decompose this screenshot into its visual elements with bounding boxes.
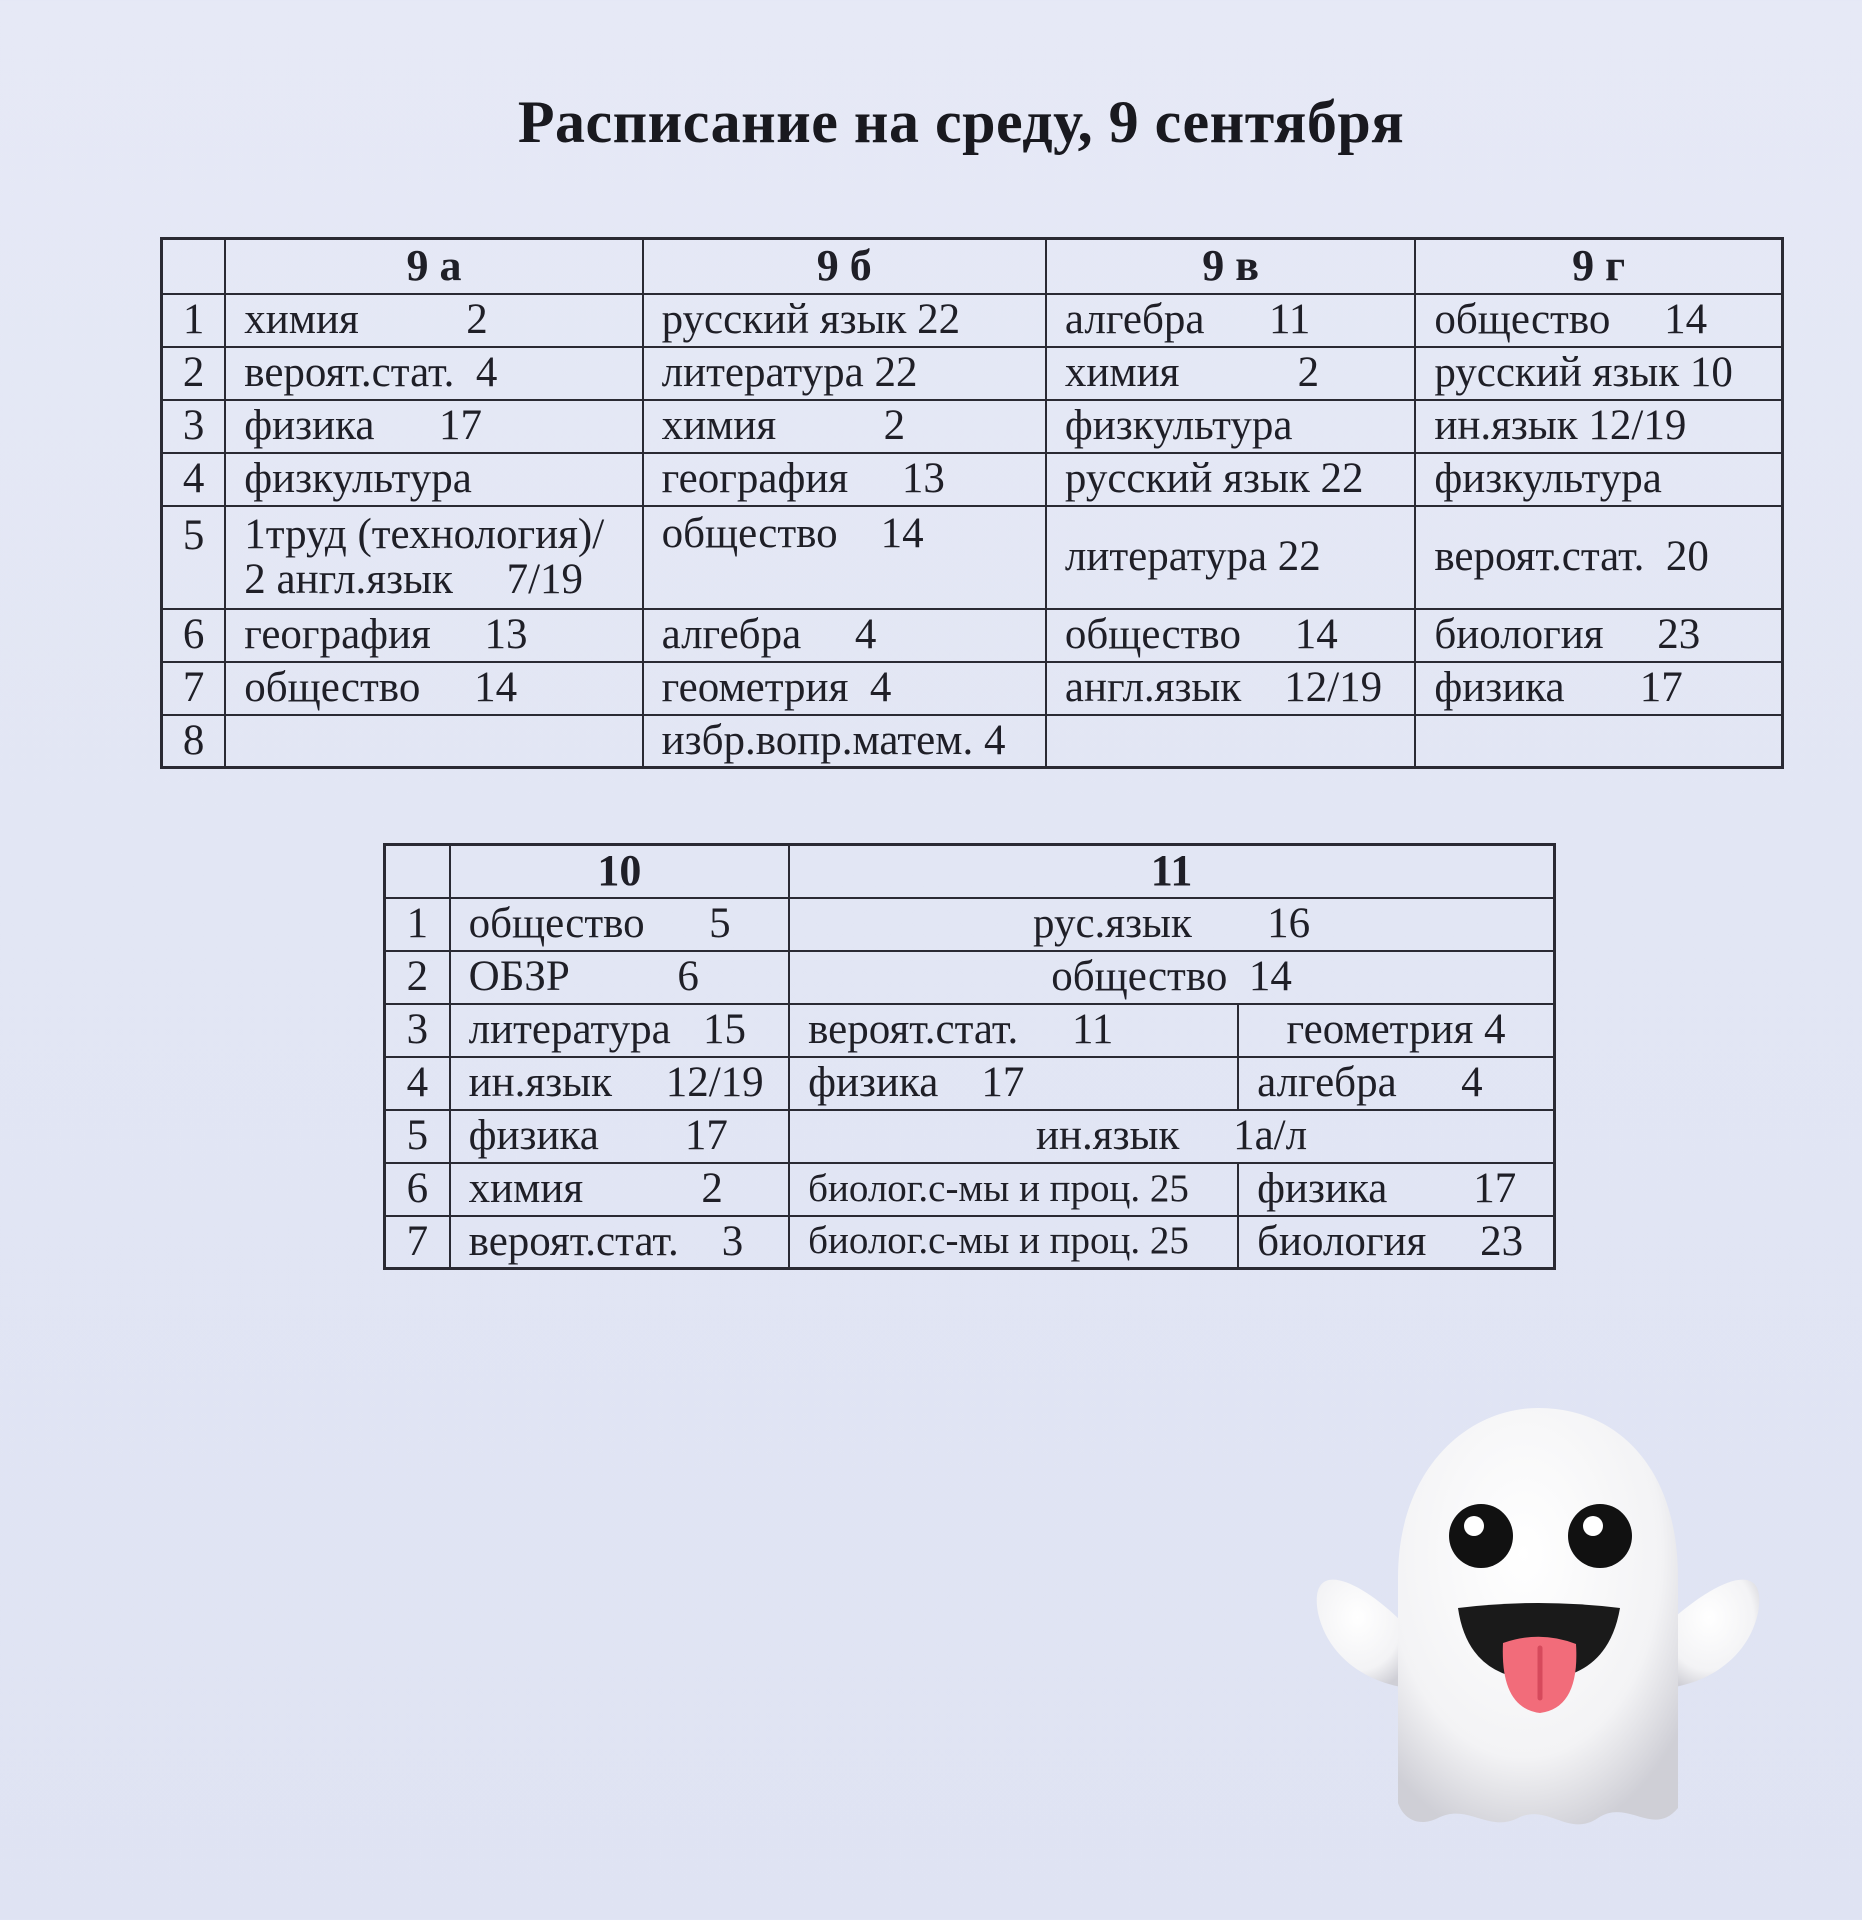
table-row [385, 1216, 1555, 1269]
table-header-row [162, 239, 1783, 294]
cell-9a: вероят.стат. 4 [225, 347, 642, 400]
cell-9v: физкультура [1046, 400, 1415, 453]
schedule-table-grade-9 [160, 237, 1784, 769]
lesson-number: 4 [385, 1057, 450, 1110]
lesson-number: 3 [385, 1004, 450, 1057]
table-row [162, 294, 1783, 347]
lesson-number: 3 [162, 400, 226, 453]
cell-9g: физкультура [1415, 453, 1782, 506]
cell-11-group-2: физика 17 [1238, 1163, 1554, 1216]
header-class-9g: 9 г [1415, 239, 1782, 294]
cell-10: ин.язык 12/19 [450, 1057, 789, 1110]
table-row [385, 1057, 1555, 1110]
cell-9b: русский язык 22 [643, 294, 1046, 347]
cell-10: вероят.стат. 3 [450, 1216, 789, 1269]
cell-9g: ин.язык 12/19 [1415, 400, 1782, 453]
cell-10: химия 2 [450, 1163, 789, 1216]
cell-9v: русский язык 22 [1046, 453, 1415, 506]
cell-10: физика 17 [450, 1110, 789, 1163]
header-corner [385, 845, 450, 898]
page-title: Расписание на среду, 9 сентября [517, 89, 1405, 155]
cell-9v: литература 22 [1046, 506, 1415, 609]
cell-9a: география 13 [225, 609, 642, 662]
lesson-number: 8 [162, 715, 226, 768]
cell-9v: алгебра 11 [1046, 294, 1415, 347]
lesson-number: 6 [385, 1163, 450, 1216]
cell-11: ин.язык 1а/л [789, 1110, 1554, 1163]
cell-9a [225, 715, 642, 768]
lesson-number: 2 [162, 347, 226, 400]
cell-9g: русский язык 10 [1415, 347, 1782, 400]
cell-9b: химия 2 [643, 400, 1046, 453]
table-row [385, 898, 1555, 951]
cell-9v [1046, 715, 1415, 768]
header-class-9b: 9 б [643, 239, 1046, 294]
header-class-10: 10 [450, 845, 789, 898]
cell-10: ОБЗР 6 [450, 951, 789, 1004]
header-class-9a: 9 а [225, 239, 642, 294]
cell-9b: общество 14 [643, 506, 1046, 609]
cell-11-group-1: биолог.с-мы и проц. 25 [789, 1216, 1238, 1269]
table-row [385, 1163, 1555, 1216]
cell-9b: алгебра 4 [643, 609, 1046, 662]
lesson-number: 1 [162, 294, 226, 347]
table-row [162, 609, 1783, 662]
ghost-tongue-icon [1308, 1408, 1768, 1838]
cell-9v: англ.язык 12/19 [1046, 662, 1415, 715]
cell-11: общество 14 [789, 951, 1554, 1004]
table-row [162, 347, 1783, 400]
table-row [162, 715, 1783, 768]
cell-9a: 1труд (технология)/ 2 англ.язык 7/19 [225, 506, 642, 609]
cell-11-group-1: физика 17 [789, 1057, 1238, 1110]
table-row [385, 1004, 1555, 1057]
table-row [162, 453, 1783, 506]
cell-9a: химия 2 [225, 294, 642, 347]
cell-9v: общество 14 [1046, 609, 1415, 662]
cell-11-group-2: геометрия 4 [1238, 1004, 1554, 1057]
cell-10: общество 5 [450, 898, 789, 951]
cell-9b: геометрия 4 [643, 662, 1046, 715]
cell-9g [1415, 715, 1782, 768]
cell-9v: химия 2 [1046, 347, 1415, 400]
cell-9g: физика 17 [1415, 662, 1782, 715]
cell-10: литература 15 [450, 1004, 789, 1057]
cell-11-group-1: биолог.с-мы и проц. 25 [789, 1163, 1238, 1216]
cell-11-group-2: биология 23 [1238, 1216, 1554, 1269]
table-row [162, 506, 1783, 609]
table-header-row [385, 845, 1555, 898]
header-corner [162, 239, 226, 294]
schedule-table-grades-10-11 [383, 843, 1556, 1270]
cell-11-group-2: алгебра 4 [1238, 1057, 1554, 1110]
table-row [385, 1110, 1555, 1163]
cell-9a: физика 17 [225, 400, 642, 453]
lesson-number: 7 [385, 1216, 450, 1269]
header-class-9v: 9 в [1046, 239, 1415, 294]
cell-9a: общество 14 [225, 662, 642, 715]
lesson-number: 2 [385, 951, 450, 1004]
lesson-number: 5 [162, 506, 226, 609]
lesson-number: 5 [385, 1110, 450, 1163]
lesson-number: 1 [385, 898, 450, 951]
cell-9a: физкультура [225, 453, 642, 506]
table-row [162, 400, 1783, 453]
cell-9b: география 13 [643, 453, 1046, 506]
lesson-number: 6 [162, 609, 226, 662]
lesson-number: 4 [162, 453, 226, 506]
lesson-number: 7 [162, 662, 226, 715]
cell-9b: литература 22 [643, 347, 1046, 400]
header-class-11: 11 [789, 845, 1554, 898]
cell-11: рус.язык 16 [789, 898, 1554, 951]
table-row [385, 951, 1555, 1004]
cell-9g: биология 23 [1415, 609, 1782, 662]
cell-11-group-1: вероят.стат. 11 [789, 1004, 1238, 1057]
cell-9b: избр.вопр.матем. 4 [643, 715, 1046, 768]
table-row [162, 662, 1783, 715]
cell-9g: общество 14 [1415, 294, 1782, 347]
cell-9g: вероят.стат. 20 [1415, 506, 1782, 609]
